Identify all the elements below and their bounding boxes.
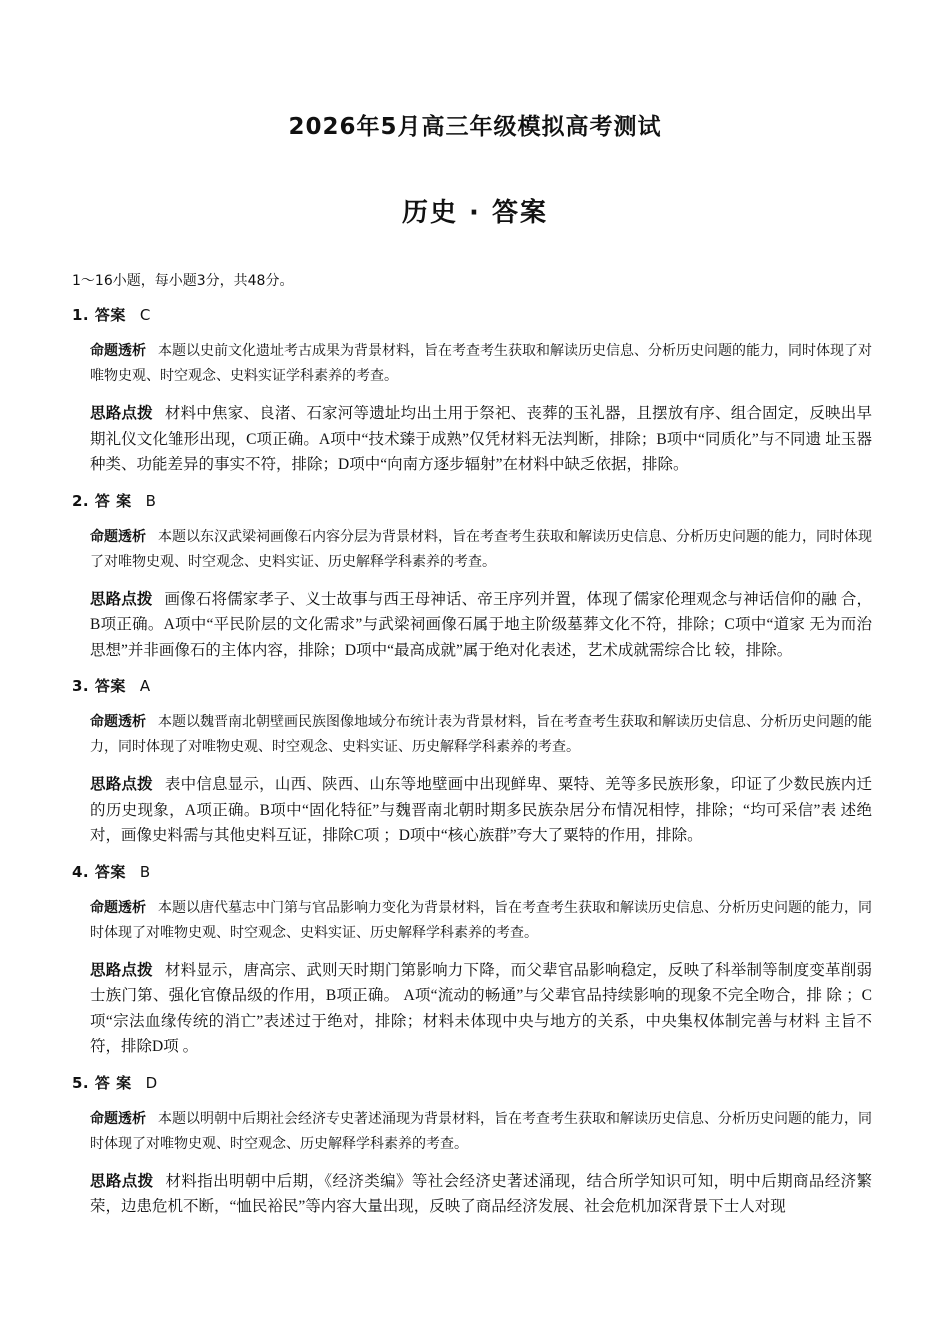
analysis-block bbox=[90, 401, 872, 478]
intent-text: 本题以东汉武梁祠画像石内容分层为背景材料，旨在考查考生获取和解读历史信息、分析历史问题的能力，同时体现了对唯物史观、时空观念、史料实证、历史解释学科素养的考查。 bbox=[90, 528, 872, 570]
answer-content bbox=[72, 270, 872, 1232]
analysis-label: 思路点拨 bbox=[90, 775, 153, 793]
analysis-label: 思路点拨 bbox=[90, 960, 153, 979]
analysis-label: 思路点拨 bbox=[90, 404, 153, 422]
answer-number-label: 4. 答案 bbox=[72, 862, 126, 881]
answer-value: B bbox=[145, 491, 157, 510]
intent-label: 命题透析 bbox=[90, 714, 146, 730]
answer-number-label: 2. 答 案 bbox=[72, 491, 132, 510]
intent-text: 本题以唐代墓志中门第与官品影响力变化为背景材料，旨在考查考生获取和解读历史信息、分析历史问题的能力，同时体现了对唯物史观、时空观念、史料实证、历史解释学科素养的考查。 bbox=[90, 899, 872, 941]
exam-title: 2026年5月高三年级模拟高考测试 bbox=[288, 114, 662, 140]
intent-label: 命题透析 bbox=[90, 899, 146, 916]
intent-block bbox=[90, 896, 872, 946]
analysis-block bbox=[90, 587, 872, 664]
analysis-block bbox=[90, 1169, 872, 1220]
answer-value: A bbox=[139, 677, 151, 695]
intent-text: 本题以魏晋南北朝壁画民族图像地域分布统计表为背景材料，旨在考查考生获取和解读历史信息、分析历史问题的能力，同时体现了对唯物史观、时空观念、史料实证、历史解释学科素养的考查。 bbox=[90, 714, 872, 755]
analysis-label: 思路点拨 bbox=[90, 1171, 154, 1190]
question-5 bbox=[72, 1072, 872, 1220]
answer-number-label: 1. 答案 bbox=[72, 306, 126, 324]
analysis-block bbox=[90, 772, 872, 849]
answer-line bbox=[72, 490, 872, 511]
answer-number-label: 3. 答案 bbox=[72, 677, 126, 695]
intent-block bbox=[90, 710, 872, 760]
section-intro: 1～16小题，每小题3分，共48分。 bbox=[72, 273, 294, 289]
intent-label: 命题透析 bbox=[90, 528, 146, 545]
intent-text: 本题以明朝中后期社会经济专史著述涌现为背景材料，旨在考查考生获取和解读历史信息、分析历史问题的能力，同时体现了对唯物史观、时空观念、历史解释学科素养的考查。 bbox=[90, 1110, 872, 1152]
analysis-block bbox=[90, 958, 872, 1060]
answer-line bbox=[72, 675, 872, 696]
answer-line bbox=[72, 304, 872, 325]
intent-block bbox=[90, 339, 872, 389]
question-4 bbox=[72, 861, 872, 1060]
question-2 bbox=[72, 490, 872, 664]
analysis-text: 材料指出明朝中后期，《经济类编》等社会经济史著述涌现，结合所学知识可知，明中后期商品经济繁荣，边患危机不断，“恤民裕民”等内容大量出现，反映了商品经济发展、社会危机加深背景下士人对现 bbox=[90, 1172, 872, 1215]
question-1 bbox=[72, 304, 872, 478]
intent-label: 命题透析 bbox=[90, 1110, 146, 1127]
intent-block bbox=[90, 525, 872, 575]
analysis-text: 表中信息显示，山西、陕西、山东等地壁画中出现鲜卑、粟特、羌等多民族形象，印证了少数民族内迁 的历史现象，A项正确。B项中“固化特征”与魏晋南北朝时期多民族杂居分布情况相悖，排除；“均可采信”表 述绝对，画像史料需与其他史料互证，排除C项 ；D项中“核心族群”夸大了粟特的作用，排除。 bbox=[90, 776, 872, 844]
question-3 bbox=[72, 675, 872, 849]
answer-line bbox=[72, 1072, 872, 1093]
intent-text: 本题以史前文化遗址考古成果为背景材料，旨在考查考生获取和解读历史信息、分析历史问题的能力，同时体现了对唯物史观、时空观念、史料实证学科素养的考查。 bbox=[90, 343, 872, 384]
intent-block bbox=[90, 1107, 872, 1157]
answer-value: D bbox=[145, 1073, 158, 1092]
intent-label: 命题透析 bbox=[90, 343, 146, 359]
answer-number-label: 5. 答 案 bbox=[72, 1073, 132, 1092]
analysis-text: 画像石将儒家孝子、义士故事与西王母神话、帝王序列并置，体现了儒家伦理观念与神话信仰的融 合，B项正确。A项中“平民阶层的文化需求”与武梁祠画像石属于地主阶级墓葬文化不符，排除；C项中“道家 无为而治思想”并非画像石的主体内容，排除；D项中“最高成就”属于绝对化表述，艺术成就需综合比 较，排除。 bbox=[90, 590, 872, 659]
subject-title: 历史 · 答案 bbox=[402, 198, 548, 228]
analysis-text: 材料中焦家、良渚、石家河等遗址均出土用于祭祀、丧葬的玉礼器，且摆放有序、组合固定，反映出早 期礼仪文化雏形出现，C项正确。A项中“技术臻于成熟”仅凭材料无法判断，排除；B项中“同质化”与不同遗 址玉器种类、功能差异的事实不符，排除；D项中“向南方逐步辐射”在材料中缺乏依据，排除。 bbox=[90, 405, 872, 473]
answer-value: C bbox=[139, 306, 151, 324]
analysis-label: 思路点拨 bbox=[90, 589, 153, 608]
analysis-text: 材料显示，唐高宗、武则天时期门第影响力下降，而父辈官品影响稳定，反映了科举制等制度变革削弱士族门第、强化官僚品级的作用，B项正确。 A项“流动的畅通”与父辈官品持续影响的现象不完全吻合，排 除 ；C项“宗法血缘传统的消亡”表述过于绝对，排除；材料未体现中央与地方的关系，中央集权体制完善与材料 主旨不符，排除D项 。 bbox=[90, 961, 872, 1055]
answer-line bbox=[72, 861, 872, 882]
answer-value: B bbox=[139, 862, 151, 881]
